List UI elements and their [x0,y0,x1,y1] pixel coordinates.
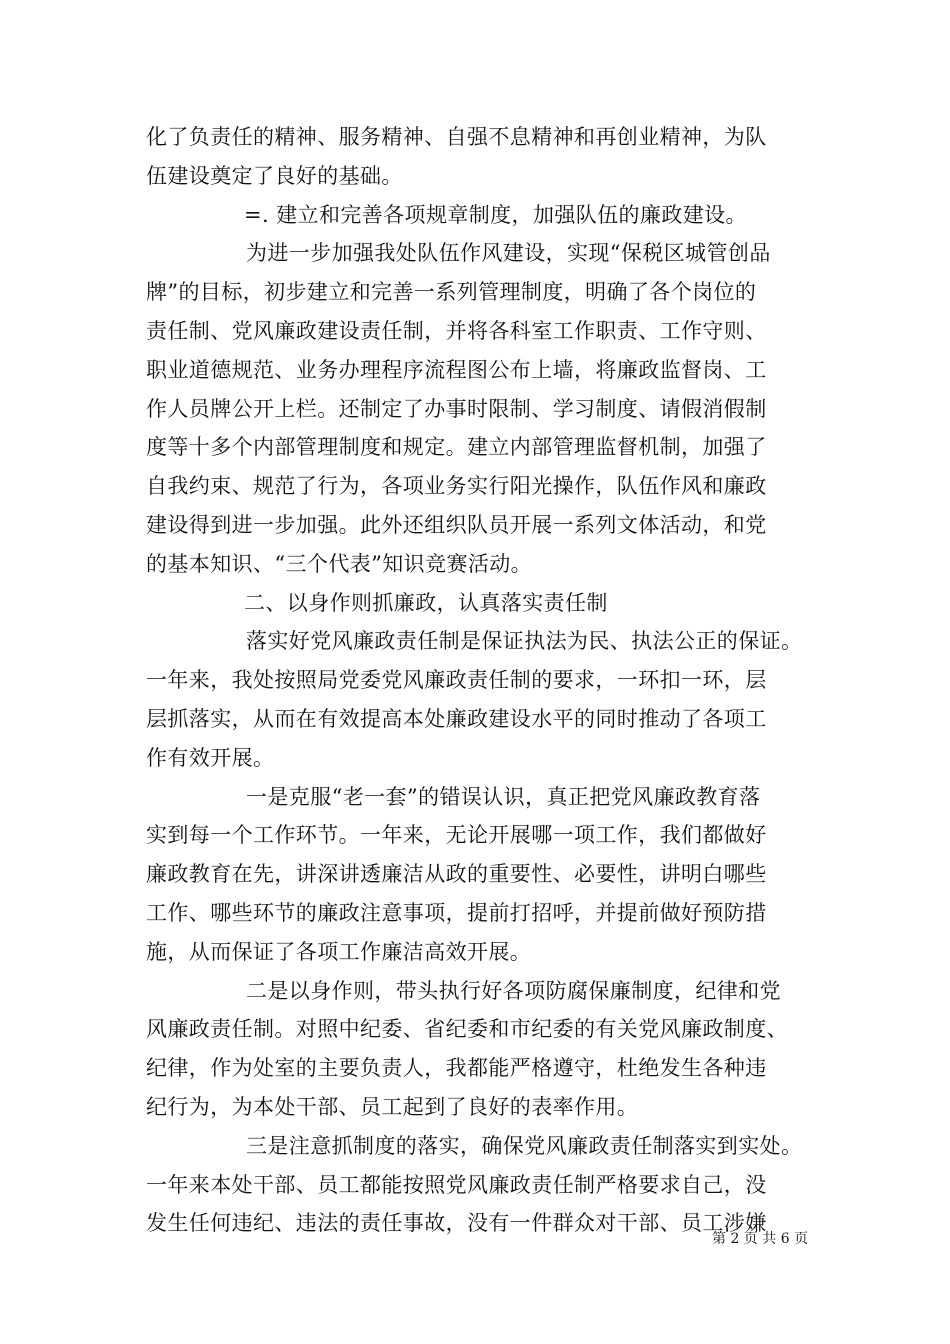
text-line: 廉政教育在先，讲深讲透廉洁从政的重要性、必要性，讲明白哪些 [146,862,767,887]
text-line: 层抓落实，从而在有效提高本处廉政建设水平的同时推动了各项工 [146,706,767,731]
text-line: 工作、哪些环节的廉政注意事项，提前打招呼，并提前做好预防措 [146,900,767,925]
text-line: 作人员牌公开上栏。还制定了办事时限制、学习制度、请假消假制 [146,396,767,421]
paragraph-first-line: 为进一步加强我处队伍作风建设，实现“保税区城管创品 [246,241,771,266]
text-line: 一年来本处干部、员工都能按照党风廉政责任制严格要求自己，没 [146,1172,767,1197]
paragraph-first-line: 一是克服“老一套”的错误认识，真正把党风廉政教育落 [246,784,761,809]
text-line: 建设得到进一步加强。此外还组织队员开展一系列文体活动，和党 [146,512,767,537]
text-line: 纪律，作为处室的主要负责人，我都能严格遵守，杜绝发生各种违 [146,1056,767,1081]
text-line: 化了负责任的精神、服务精神、自强不息精神和再创业精神，为队 [146,125,767,149]
paragraph-first-line: 二是以身作则，带头执行好各项防腐保廉制度，纪律和党 [246,978,781,1003]
text-line: 伍建设奠定了良好的基础。 [146,163,403,188]
text-line: 实到每一个工作环节。一年来，无论开展哪一项工作，我们都做好 [146,823,767,848]
text-line: 施，从而保证了各项工作廉洁高效开展。 [146,939,532,964]
paragraph-first-line: 三是注意抓制度的落实，确保党风廉政责任制落实到实处。 [246,1133,803,1158]
section-heading: 二、以身作则抓廉政，认真落实责任制 [244,590,608,615]
text-line: 责任制、党风廉政建设责任制，并将各科室工作职责、工作守则、 [146,318,767,343]
text-line: 自我约束、规范了行为，各项业务实行阳光操作，队伍作风和廉政 [146,474,767,499]
paragraph-first-line: 落实好党风廉政责任制是保证执法为民、执法公正的保证。 [246,629,803,654]
page-number-footer: 第 2 页 共 6 页 [712,1231,809,1247]
document-body [146,118,822,1243]
section-heading: =. 建立和完善各项规章制度，加强队伍的廉政建设。 [244,202,747,227]
text-line: 作有效开展。 [146,745,275,770]
text-line: 发生任何违纪、违法的责任事故，没有一件群众对干部、员工涉嫌 [146,1211,767,1236]
text-line: 纪行为，为本处干部、员工起到了良好的表率作用。 [146,1094,639,1119]
text-line: 职业道德规范、业务办理程序流程图公布上墙，将廉政监督岗、工 [146,357,767,382]
text-line: 一年来，我处按照局党委党风廉政责任制的要求，一环扣一环，层 [146,668,767,693]
text-line: 度等十多个内部管理制度和规定。建立内部管理监督机制，加强了 [146,435,767,460]
text-line: 的基本知识、“三个代表”知识竞赛活动。 [146,551,533,576]
text-line: 牌”的目标，初步建立和完善一系列管理制度，明确了各个岗位的 [146,280,757,305]
text-line: 风廉政责任制。对照中纪委、省纪委和市纪委的有关党风廉政制度、 [146,1017,788,1042]
